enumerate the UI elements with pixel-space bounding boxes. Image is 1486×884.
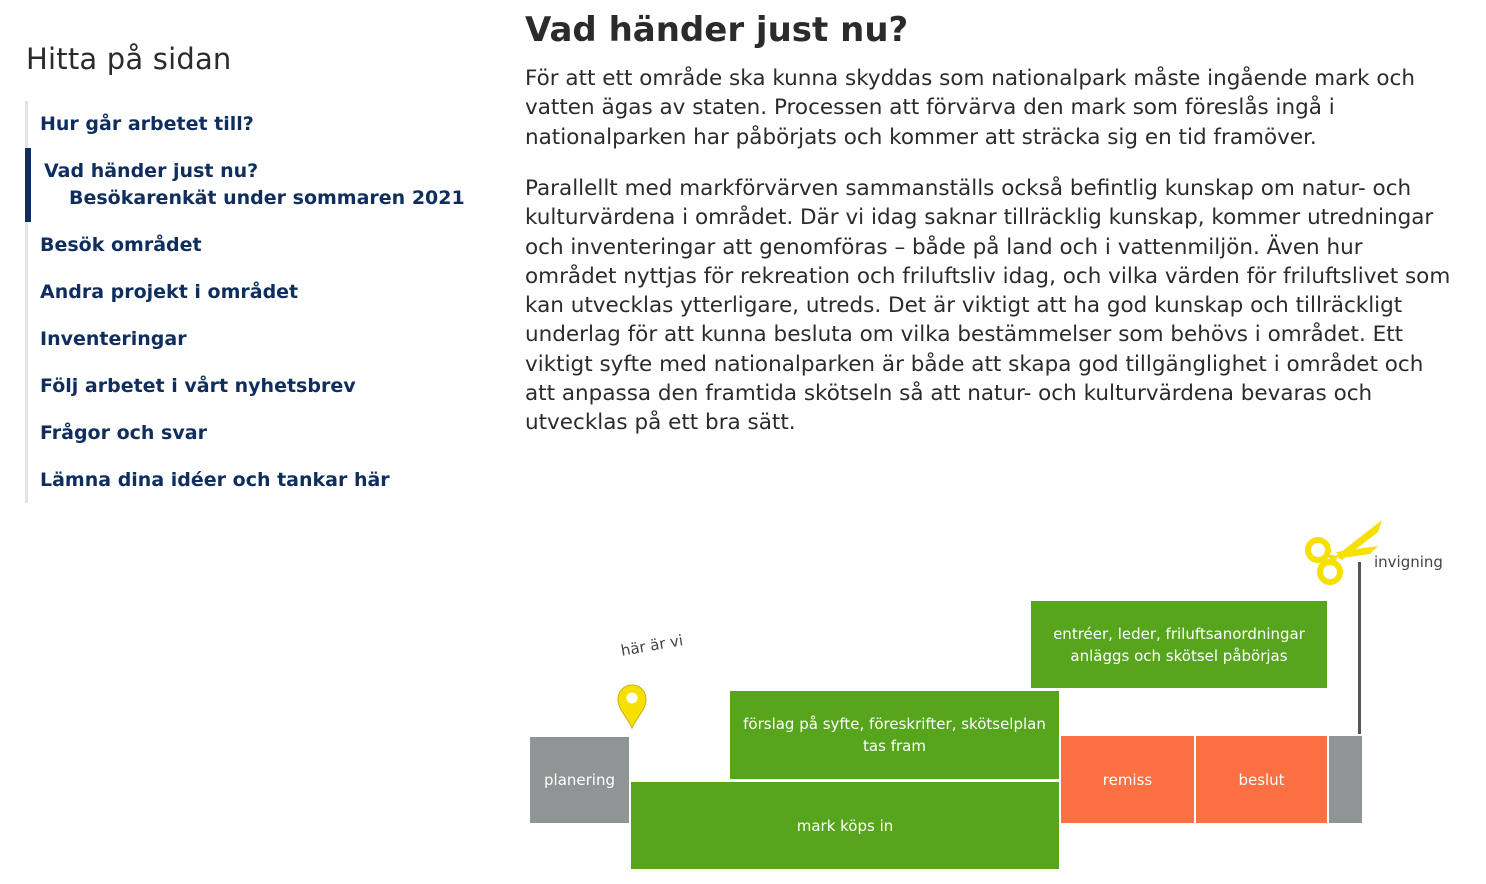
nav-item-idéer-och-tankar[interactable]: Lämna dina idéer och tankar här bbox=[40, 469, 390, 491]
step-remiss bbox=[1060, 735, 1195, 824]
nav-item-andra-projekt[interactable]: Andra projekt i området bbox=[40, 281, 299, 303]
nav-item-besokarenkat[interactable]: Besökarenkät under sommaren 2021 bbox=[69, 187, 465, 209]
step-planering-label: planering bbox=[544, 771, 615, 789]
page-nav bbox=[25, 101, 465, 503]
nav-item-nyhetsbrev[interactable]: Följ arbetet i vårt nyhetsbrev bbox=[40, 375, 356, 397]
invigning-label: invigning bbox=[1374, 553, 1443, 571]
marker-label: här är vi bbox=[619, 631, 685, 660]
location-pin-icon bbox=[615, 682, 649, 730]
sidebar-title: Hitta på sidan bbox=[26, 42, 232, 76]
nav-item-vad-hander[interactable]: Vad händer just nu? bbox=[44, 160, 259, 182]
step-final bbox=[1328, 735, 1363, 824]
step-entreer bbox=[1030, 600, 1328, 689]
step-forslag bbox=[729, 690, 1060, 780]
step-forslag-label-2: tas fram bbox=[863, 737, 926, 755]
step-remiss-label: remiss bbox=[1102, 770, 1153, 789]
step-mark-kops-in bbox=[630, 781, 1060, 870]
active-indicator bbox=[25, 148, 31, 222]
step-mark-label: mark köps in bbox=[796, 816, 894, 835]
step-planering bbox=[529, 736, 630, 824]
nav-item-hur-gar-arbetet[interactable]: Hur går arbetet till? bbox=[40, 113, 254, 135]
step-beslut-label: beslut bbox=[1238, 770, 1285, 789]
step-entreer-label-2: anläggs och skötsel påbörjas bbox=[1070, 646, 1288, 665]
nav-item-inventeringar[interactable]: Inventeringar bbox=[40, 328, 187, 350]
nav-item-besok-omradet[interactable]: Besök området bbox=[40, 234, 202, 256]
step-beslut bbox=[1195, 735, 1328, 824]
intro-paragraph: För att ett område ska kunna skyddas som nationalpark måste ingående mark och vatten ägas av staten. Processen att förvärva den mark som föreslås ingå i nationalparken har påbörjats och kommer att sträcka sig en tid framöver. bbox=[525, 66, 1415, 150]
nav-item-fragor-och-svar[interactable]: Frågor och svar bbox=[40, 422, 207, 444]
step-forslag-label-1: förslag på syfte, föreskrifter, skötselplan bbox=[743, 715, 1046, 733]
scissors-icon bbox=[1300, 516, 1386, 588]
body-paragraph: Parallellt med markförvärven sammanställs också befintlig kunskap om natur- och kulturvärdena i området. Där vi idag saknar tillräcklig kunskap, kommer utredningar och inventeringar att genomföras – både på land och i vattenmiljön. Även hur området nyttjas för rekreation och friluftsliv idag, och vilka värden för friluftslivet som kan utvecklas ytterligare, utreds. Det är viktigt att ha god kunskap och tillräckligt underlag för att kunna besluta om vilka bestämmelser som behövs i området. Ett viktigt syfte med nationalparken är både att skapa god tillgänglighet i området och att anpassa den framtida skötseln så att natur- och kulturvärdena bevaras och utvecklas på ett bra sätt. bbox=[525, 176, 1451, 436]
step-entreer-label-1: entréer, leder, friluftsanordningar bbox=[1053, 624, 1305, 643]
page-title: Vad händer just nu? bbox=[525, 10, 909, 50]
